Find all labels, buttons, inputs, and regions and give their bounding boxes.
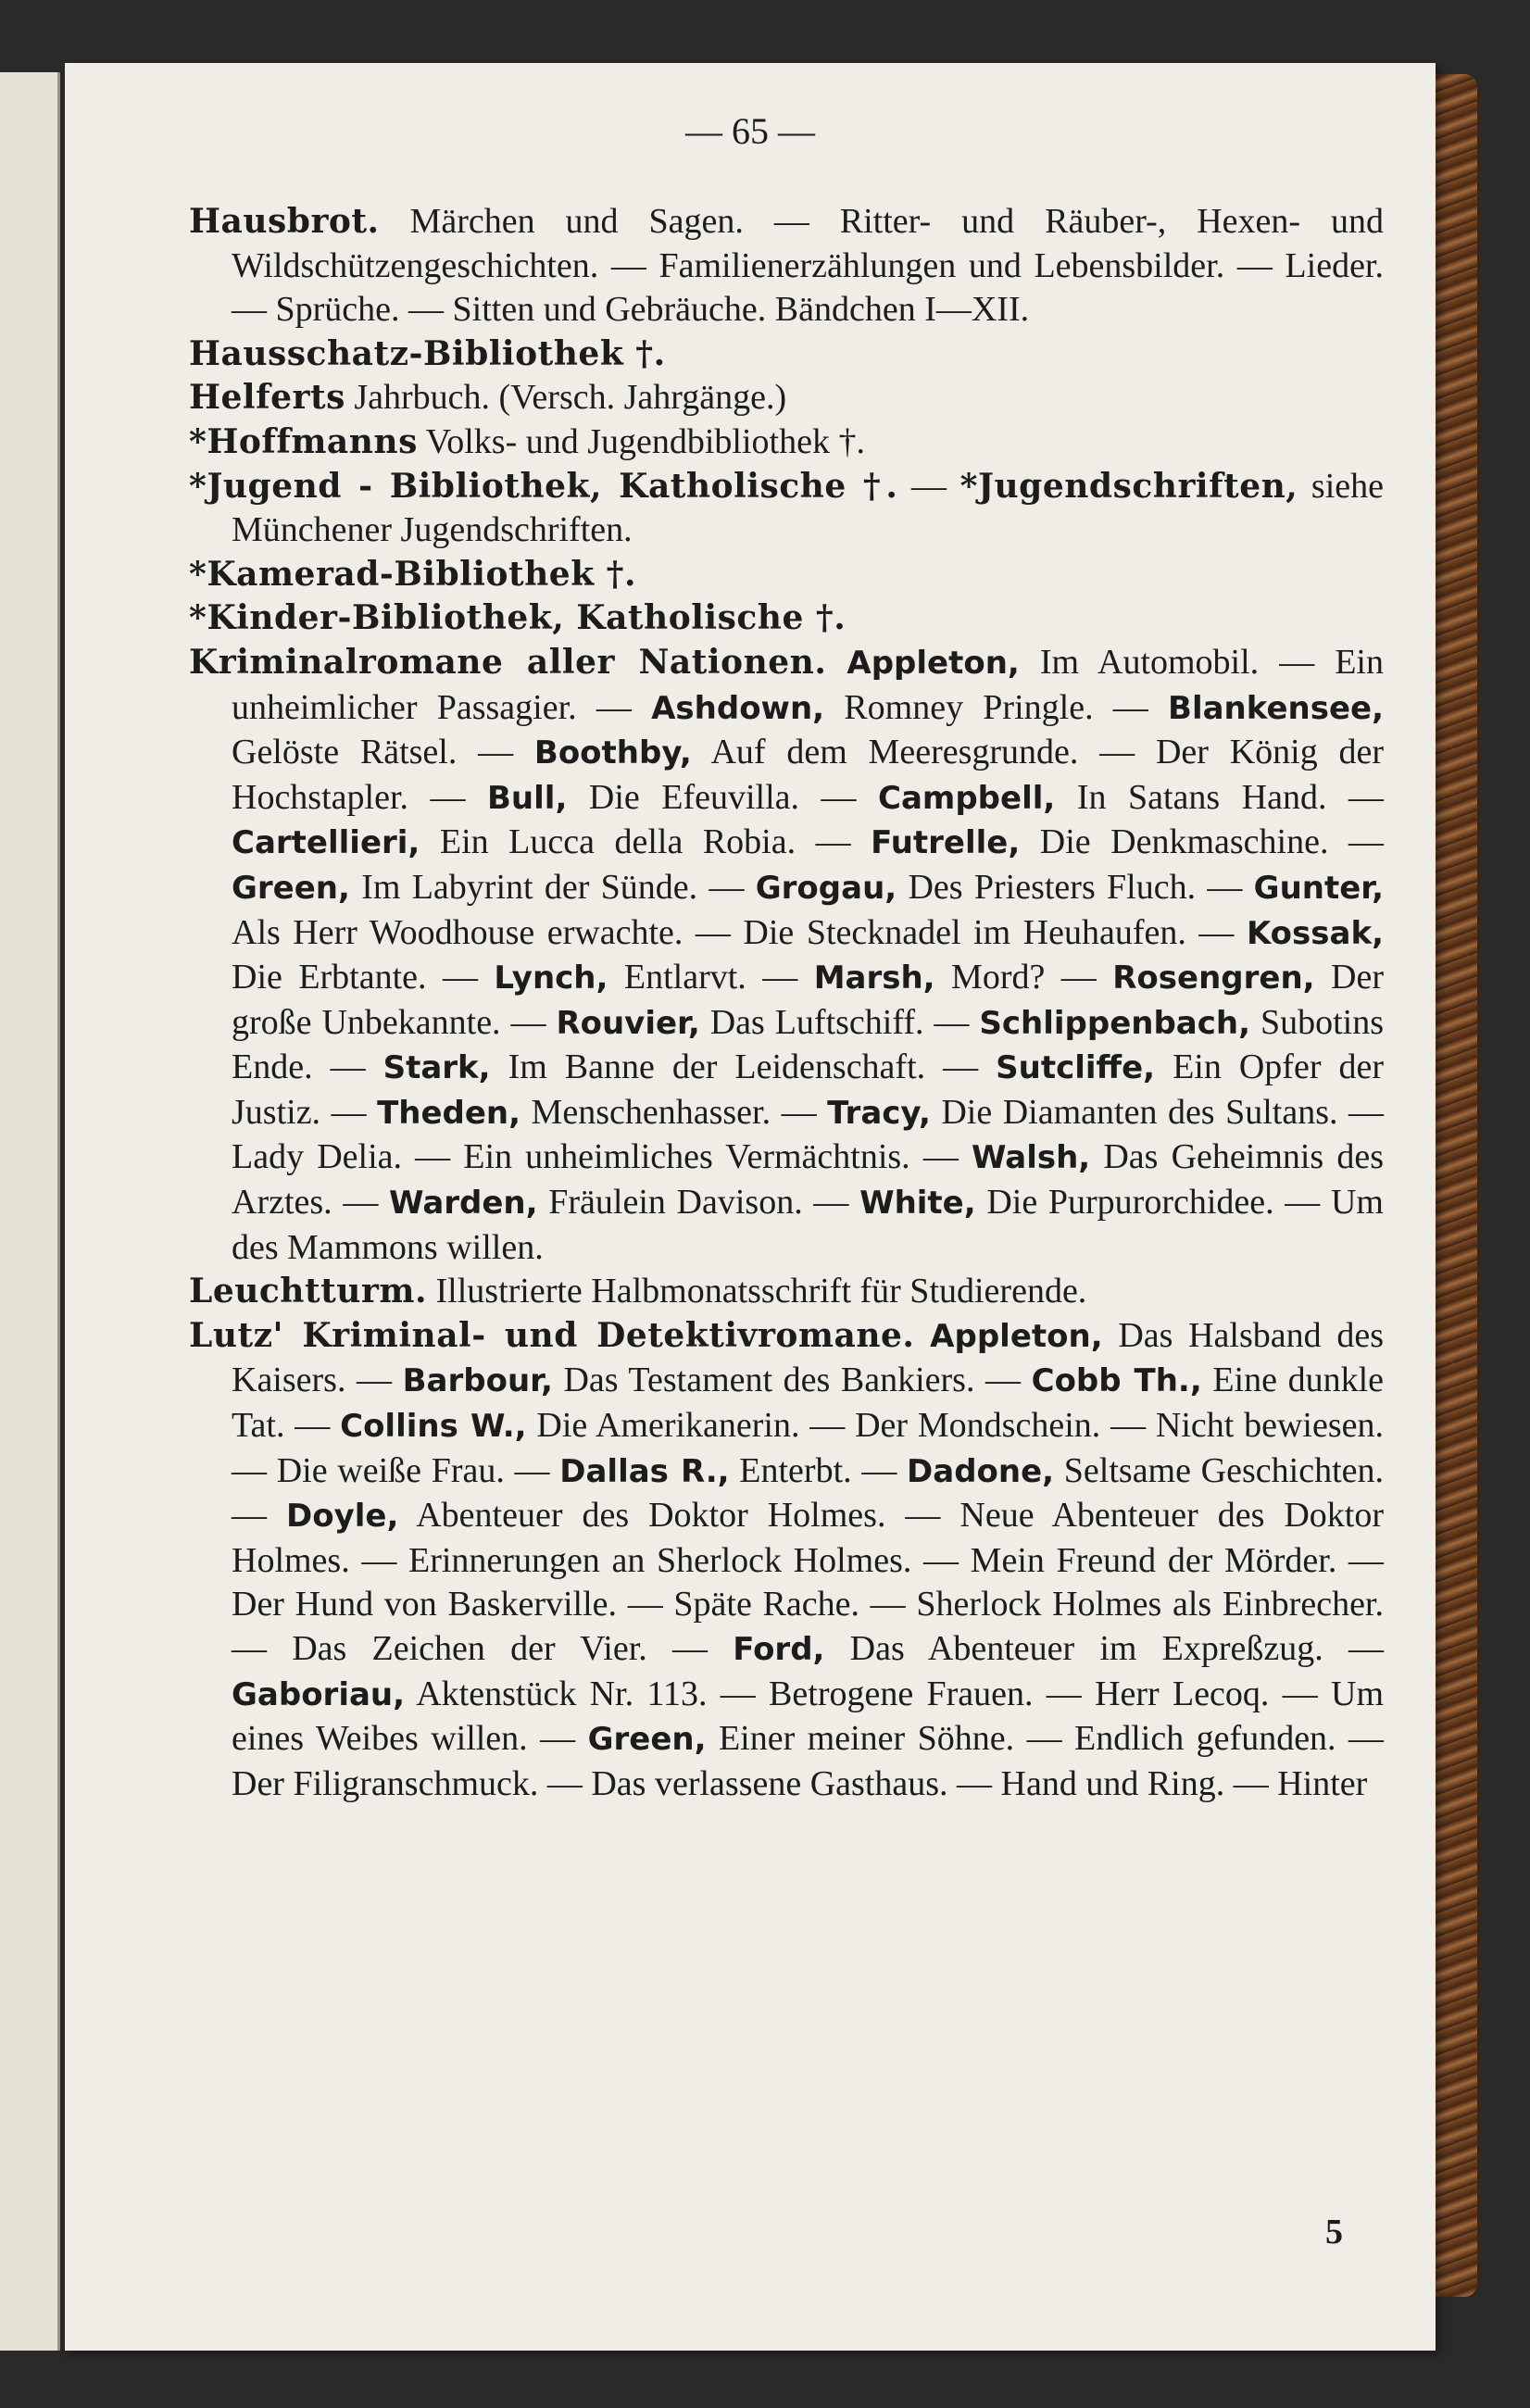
- author-name: Ashdown,: [651, 689, 825, 727]
- sheet-signature: 5: [1325, 2213, 1343, 2251]
- author-name: Stark,: [382, 1049, 491, 1087]
- author-name: Campbell,: [878, 779, 1056, 817]
- entry-text: Die Efeuvilla. —: [567, 777, 879, 817]
- author-name: Theden,: [377, 1094, 521, 1132]
- entry-text: Die Diamanten des Sultans. — Lady Delia. — Ein unheimliches Vermächtnis. —: [232, 1092, 1384, 1177]
- entry-text: Als Herr Woodhouse erwachte. — Die Stecknadel im Heuhaufen. —: [232, 912, 1247, 952]
- entry-text: Illustrierte Halbmonatsschrift für Studierende.: [427, 1272, 1087, 1311]
- entry-text: Das Geheimnis des Arztes. —: [232, 1137, 1385, 1223]
- entry-text: Das Luftschiff. —: [699, 1002, 980, 1042]
- entry-text: Die Amerikanerin. — Der Mondschein. — Nicht bewiesen. — Die weiße Frau. —: [232, 1406, 1385, 1490]
- author-name: Bull,: [487, 779, 568, 817]
- entry-text: Das Testament des Bankiers. —: [552, 1361, 1032, 1400]
- author-name: Collins W.,: [340, 1408, 527, 1446]
- entry-text: Subotins Ende. —: [232, 1002, 1384, 1087]
- author-name: Tracy,: [827, 1094, 931, 1132]
- author-name: Warden,: [389, 1185, 538, 1223]
- author-name: Green,: [587, 1721, 707, 1759]
- author-name: Green,: [232, 869, 350, 907]
- author-name: Gunter,: [1253, 869, 1384, 907]
- catalog-entries: [189, 200, 1384, 1806]
- entry-text: Volks- und Jugendbibliothek †.: [417, 421, 865, 461]
- entry-text: Mord? —: [934, 958, 1113, 997]
- author-name: Walsh,: [971, 1139, 1091, 1177]
- author-name: Ford,: [733, 1631, 825, 1668]
- entry-text: Gelöste Rätsel. —: [232, 733, 534, 772]
- entry-heading: Leuchtturm.: [189, 1272, 428, 1311]
- entry-heading: *Kamerad-Bibliothek †.: [189, 554, 637, 594]
- author-name: Doyle,: [285, 1498, 399, 1536]
- entry-text: Die Erbtante. —: [232, 958, 495, 997]
- author-name: Dadone,: [907, 1452, 1055, 1490]
- author-name: Appleton,: [930, 1317, 1103, 1355]
- catalog-entry: [189, 332, 1384, 377]
- entry-text: Märchen und Sagen. — Ritter- und Räuber-, Hexen- und Wildschützengeschichten. — Familienerzählungen und Lebensbilder. — Lieder. — Sprüche. — Sitten und Gebräuche. Bändchen I—XII.: [232, 202, 1384, 330]
- author-name: Lynch,: [494, 959, 608, 997]
- catalog-entry: [189, 1314, 1384, 1807]
- author-name: Cartellieri,: [232, 824, 420, 862]
- catalog-entry: [189, 420, 1384, 465]
- entry-text: [914, 1316, 930, 1355]
- author-name: Dallas R.,: [559, 1452, 730, 1490]
- page-number: — 65 —: [685, 110, 815, 152]
- catalog-entry: [189, 1270, 1384, 1314]
- author-name: Boothby,: [533, 734, 692, 772]
- catalog-entry: [189, 553, 1384, 597]
- entry-text: Eine dunkle Tat. —: [232, 1361, 1384, 1446]
- catalog-entry: [189, 465, 1384, 553]
- entry-text: Jahrbuch. (Versch. Jahrgänge.): [345, 378, 787, 418]
- book-page: [65, 63, 1436, 2351]
- entry-text: Seltsame Geschichten. —: [232, 1450, 1384, 1536]
- catalog-entry: [189, 641, 1384, 1270]
- catalog-entry: [189, 200, 1384, 332]
- entry-text: Der große Unbekannte. —: [232, 958, 1384, 1042]
- entry-text: Enterbt. —: [729, 1450, 908, 1490]
- entry-heading: Helferts: [189, 378, 345, 418]
- entry-text: [826, 643, 847, 682]
- entry-text: —: [897, 466, 960, 506]
- entry-text: Entlarvt. —: [608, 958, 814, 997]
- entry-text: In Satans Hand. —: [1055, 777, 1384, 817]
- entry-heading: *Jugendschriften,: [959, 466, 1298, 506]
- entry-text: Des Priesters Fluch. —: [897, 867, 1254, 907]
- entry-text: siehe Münchener Jugendschriften.: [232, 466, 1385, 550]
- entry-text: Ein Opfer der Justiz. —: [232, 1047, 1384, 1132]
- author-name: Barbour,: [402, 1362, 553, 1400]
- entry-text: Romney Pringle. —: [824, 687, 1169, 727]
- entry-heading: *Hoffmanns: [189, 421, 418, 461]
- author-name: White,: [859, 1185, 976, 1223]
- author-name: Cobb Th.,: [1031, 1362, 1202, 1400]
- author-name: Appleton,: [847, 644, 1020, 682]
- entry-text: Im Banne der Leidenschaft. —: [490, 1047, 997, 1087]
- entry-text: Das Abenteuer im Expreßzug. —: [824, 1629, 1384, 1668]
- entry-text: Menschenhasser. —: [520, 1092, 828, 1132]
- author-name: Kossak,: [1246, 914, 1384, 952]
- entry-text: Ein Lucca della Robia. —: [420, 822, 872, 862]
- previous-page-edge: [0, 72, 60, 2351]
- entry-text: Im Labyrint der Sünde. —: [349, 867, 756, 907]
- entry-heading: Hausschatz-Bibliothek †.: [189, 333, 666, 373]
- entry-text: Die Denkmaschine. —: [1020, 822, 1384, 862]
- author-name: Rouvier,: [556, 1004, 700, 1042]
- entry-heading: Kriminalromane aller Nationen.: [189, 642, 827, 682]
- author-name: Grogau,: [755, 869, 897, 907]
- entry-text: Aktenstück Nr. 113. — Betrogene Frauen. — Herr Lecoq. — Um eines Weibes willen. —: [232, 1674, 1384, 1759]
- entry-heading: *Kinder-Bibliothek, Katholische †.: [189, 598, 847, 638]
- entry-text: Auf dem Meeresgrunde. — Der König der Hochstapler. —: [232, 733, 1384, 817]
- entry-text: Abenteuer des Doktor Holmes. — Neue Abenteuer des Doktor Holmes. — Erinnerungen an Sherlock Holmes. — Mein Freund der Mörder. — Der Hund von Baskerville. — Späte Rache. — Sherlock Holmes als Einbrecher. — Das Zeichen der Vier. —: [232, 1496, 1384, 1668]
- catalog-entry: [189, 596, 1384, 641]
- author-name: Schlippenbach,: [979, 1004, 1251, 1042]
- entry-heading: Hausbrot.: [189, 202, 380, 241]
- entry-heading: Lutz' Kriminal- und Detektivromane.: [189, 1315, 915, 1355]
- entry-text: Im Automobil. — Ein unheimlicher Passagier. —: [232, 642, 1384, 727]
- author-name: Futrelle,: [871, 824, 1021, 862]
- entry-heading: *Jugend - Bibliothek, Katholische †.: [189, 466, 898, 506]
- entry-text: Die Purpurorchidee. — Um des Mammons willen.: [232, 1183, 1384, 1267]
- author-name: Gaboriau,: [232, 1675, 406, 1713]
- author-name: Blankensee,: [1168, 689, 1384, 727]
- catalog-entry: [189, 376, 1384, 420]
- author-name: Marsh,: [813, 959, 935, 997]
- author-name: Sutcliffe,: [996, 1049, 1156, 1087]
- entry-text: Fräulein Davison. —: [537, 1183, 860, 1223]
- entry-text: Einer meiner Söhne. — Endlich gefunden. — Der Filigranschmuck. — Das verlassene Gasthaus. — Hand und Ring. — Hinter: [232, 1719, 1385, 1803]
- entry-text: Das Halsband des Kaisers. —: [232, 1315, 1384, 1400]
- author-name: Rosengren,: [1112, 959, 1315, 997]
